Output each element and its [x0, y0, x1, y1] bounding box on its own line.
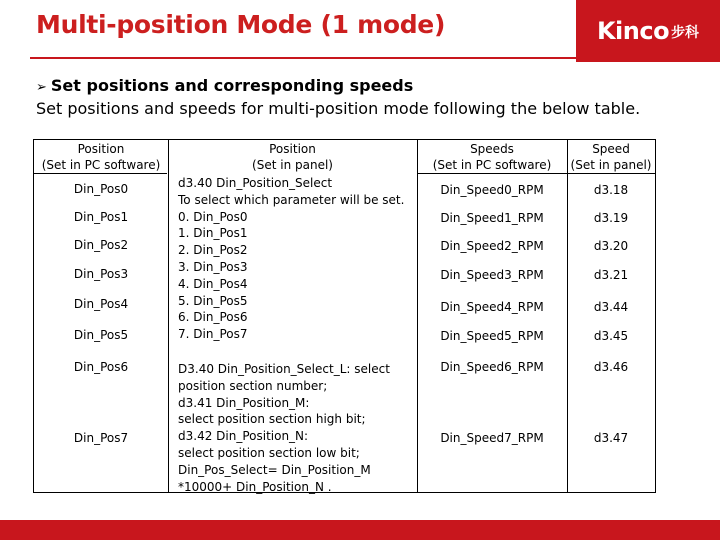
- speed-pc-cell: Din_Speed4_RPM: [440, 300, 544, 314]
- header-line: Speeds: [470, 142, 514, 156]
- position-cell: Din_Pos5: [73, 328, 129, 342]
- header-line: (Set in PC software): [432, 158, 552, 172]
- note-line: 1. Din_Pos1: [178, 226, 248, 241]
- panel-note-select-l: [178, 361, 390, 495]
- speed-pc-cell: Din_Speed7_RPM: [440, 431, 544, 445]
- speed-panel-cell: d3.44: [593, 300, 629, 314]
- section-heading-text: Set positions and corresponding speeds: [50, 76, 414, 95]
- speed-panel-cell: d3.45: [593, 329, 629, 343]
- note-line: 6. Din_Pos6: [178, 310, 248, 325]
- page-title: Multi-position Mode (1 mode): [36, 10, 446, 39]
- note-line: select position section high bit;: [178, 412, 366, 427]
- note-line: d3.42 Din_Position_N:: [178, 429, 309, 444]
- position-cell: Din_Pos1: [73, 210, 129, 224]
- position-cell: Din_Pos4: [73, 297, 129, 311]
- note-line: position section number;: [178, 378, 328, 393]
- note-line: d3.41 Din_Position_M:: [178, 395, 310, 410]
- row-divider: [34, 173, 167, 174]
- note-line: 7. Din_Pos7: [178, 327, 248, 342]
- speed-pc-cell: Din_Speed0_RPM: [440, 183, 544, 197]
- speed-pc-cell: Din_Speed3_RPM: [440, 268, 544, 282]
- footer-bar: [0, 520, 720, 540]
- logo-chinese-text: 步科: [671, 24, 700, 40]
- kinco-logo: [576, 0, 720, 62]
- speed-pc-cell: Din_Speed6_RPM: [440, 360, 544, 374]
- note-line: Din_Pos_Select= Din_Position_M: [178, 462, 371, 477]
- row-divider: [417, 173, 655, 174]
- panel-note-select: [178, 175, 404, 343]
- arrow-bullet-icon: ➢: [36, 80, 47, 95]
- speed-panel-cell: d3.21: [593, 268, 629, 282]
- position-cell: Din_Pos7: [73, 431, 129, 445]
- speed-panel-cell: d3.47: [593, 431, 629, 445]
- logo-brand-text: Kinco: [596, 17, 670, 45]
- note-line: 2. Din_Pos2: [178, 243, 248, 258]
- speed-panel-cell: d3.19: [593, 211, 629, 225]
- header-line: Position: [77, 142, 125, 156]
- position-cell: Din_Pos6: [73, 360, 129, 374]
- multi-position-table: [33, 139, 656, 493]
- note-line: select position section low bit;: [178, 445, 360, 460]
- header-position-pc: [34, 141, 168, 173]
- speed-pc-cell: Din_Speed1_RPM: [440, 211, 544, 225]
- speed-panel-cell: d3.20: [593, 239, 629, 253]
- column-divider: [168, 140, 169, 492]
- note-line: 3. Din_Pos3: [178, 259, 248, 274]
- note-line: 0. Din_Pos0: [178, 209, 248, 224]
- header-line: (Set in PC software): [41, 158, 161, 172]
- section-description: Set positions and speeds for multi-position mode following the below table.: [36, 99, 641, 118]
- note-line: D3.40 Din_Position_Select_L: select: [178, 362, 390, 376]
- title-divider: [30, 57, 576, 59]
- header-line: (Set in panel): [570, 158, 652, 172]
- header-speed-panel: [567, 141, 655, 173]
- speed-panel-cell: d3.18: [593, 183, 629, 197]
- position-cell: Din_Pos0: [73, 182, 129, 196]
- speed-pc-cell: Din_Speed2_RPM: [440, 239, 544, 253]
- note-line: 4. Din_Pos4: [178, 276, 248, 291]
- section-heading: [36, 76, 413, 95]
- header-line: Speed: [592, 142, 630, 156]
- note-line: To select which parameter will be set.: [178, 192, 405, 207]
- header-speeds-pc: [417, 141, 567, 173]
- note-line: *10000+ Din_Position_N .: [178, 479, 332, 494]
- position-cell: Din_Pos3: [73, 267, 129, 281]
- position-cell: Din_Pos2: [73, 238, 129, 252]
- note-line: 5. Din_Pos5: [178, 293, 248, 308]
- header-line: Position: [269, 142, 316, 156]
- speed-panel-cell: d3.46: [593, 360, 629, 374]
- note-line: d3.40 Din_Position_Select: [178, 176, 333, 190]
- header-position-panel: [168, 141, 417, 173]
- speed-pc-cell: Din_Speed5_RPM: [440, 329, 544, 343]
- header-line: (Set in panel): [252, 158, 333, 172]
